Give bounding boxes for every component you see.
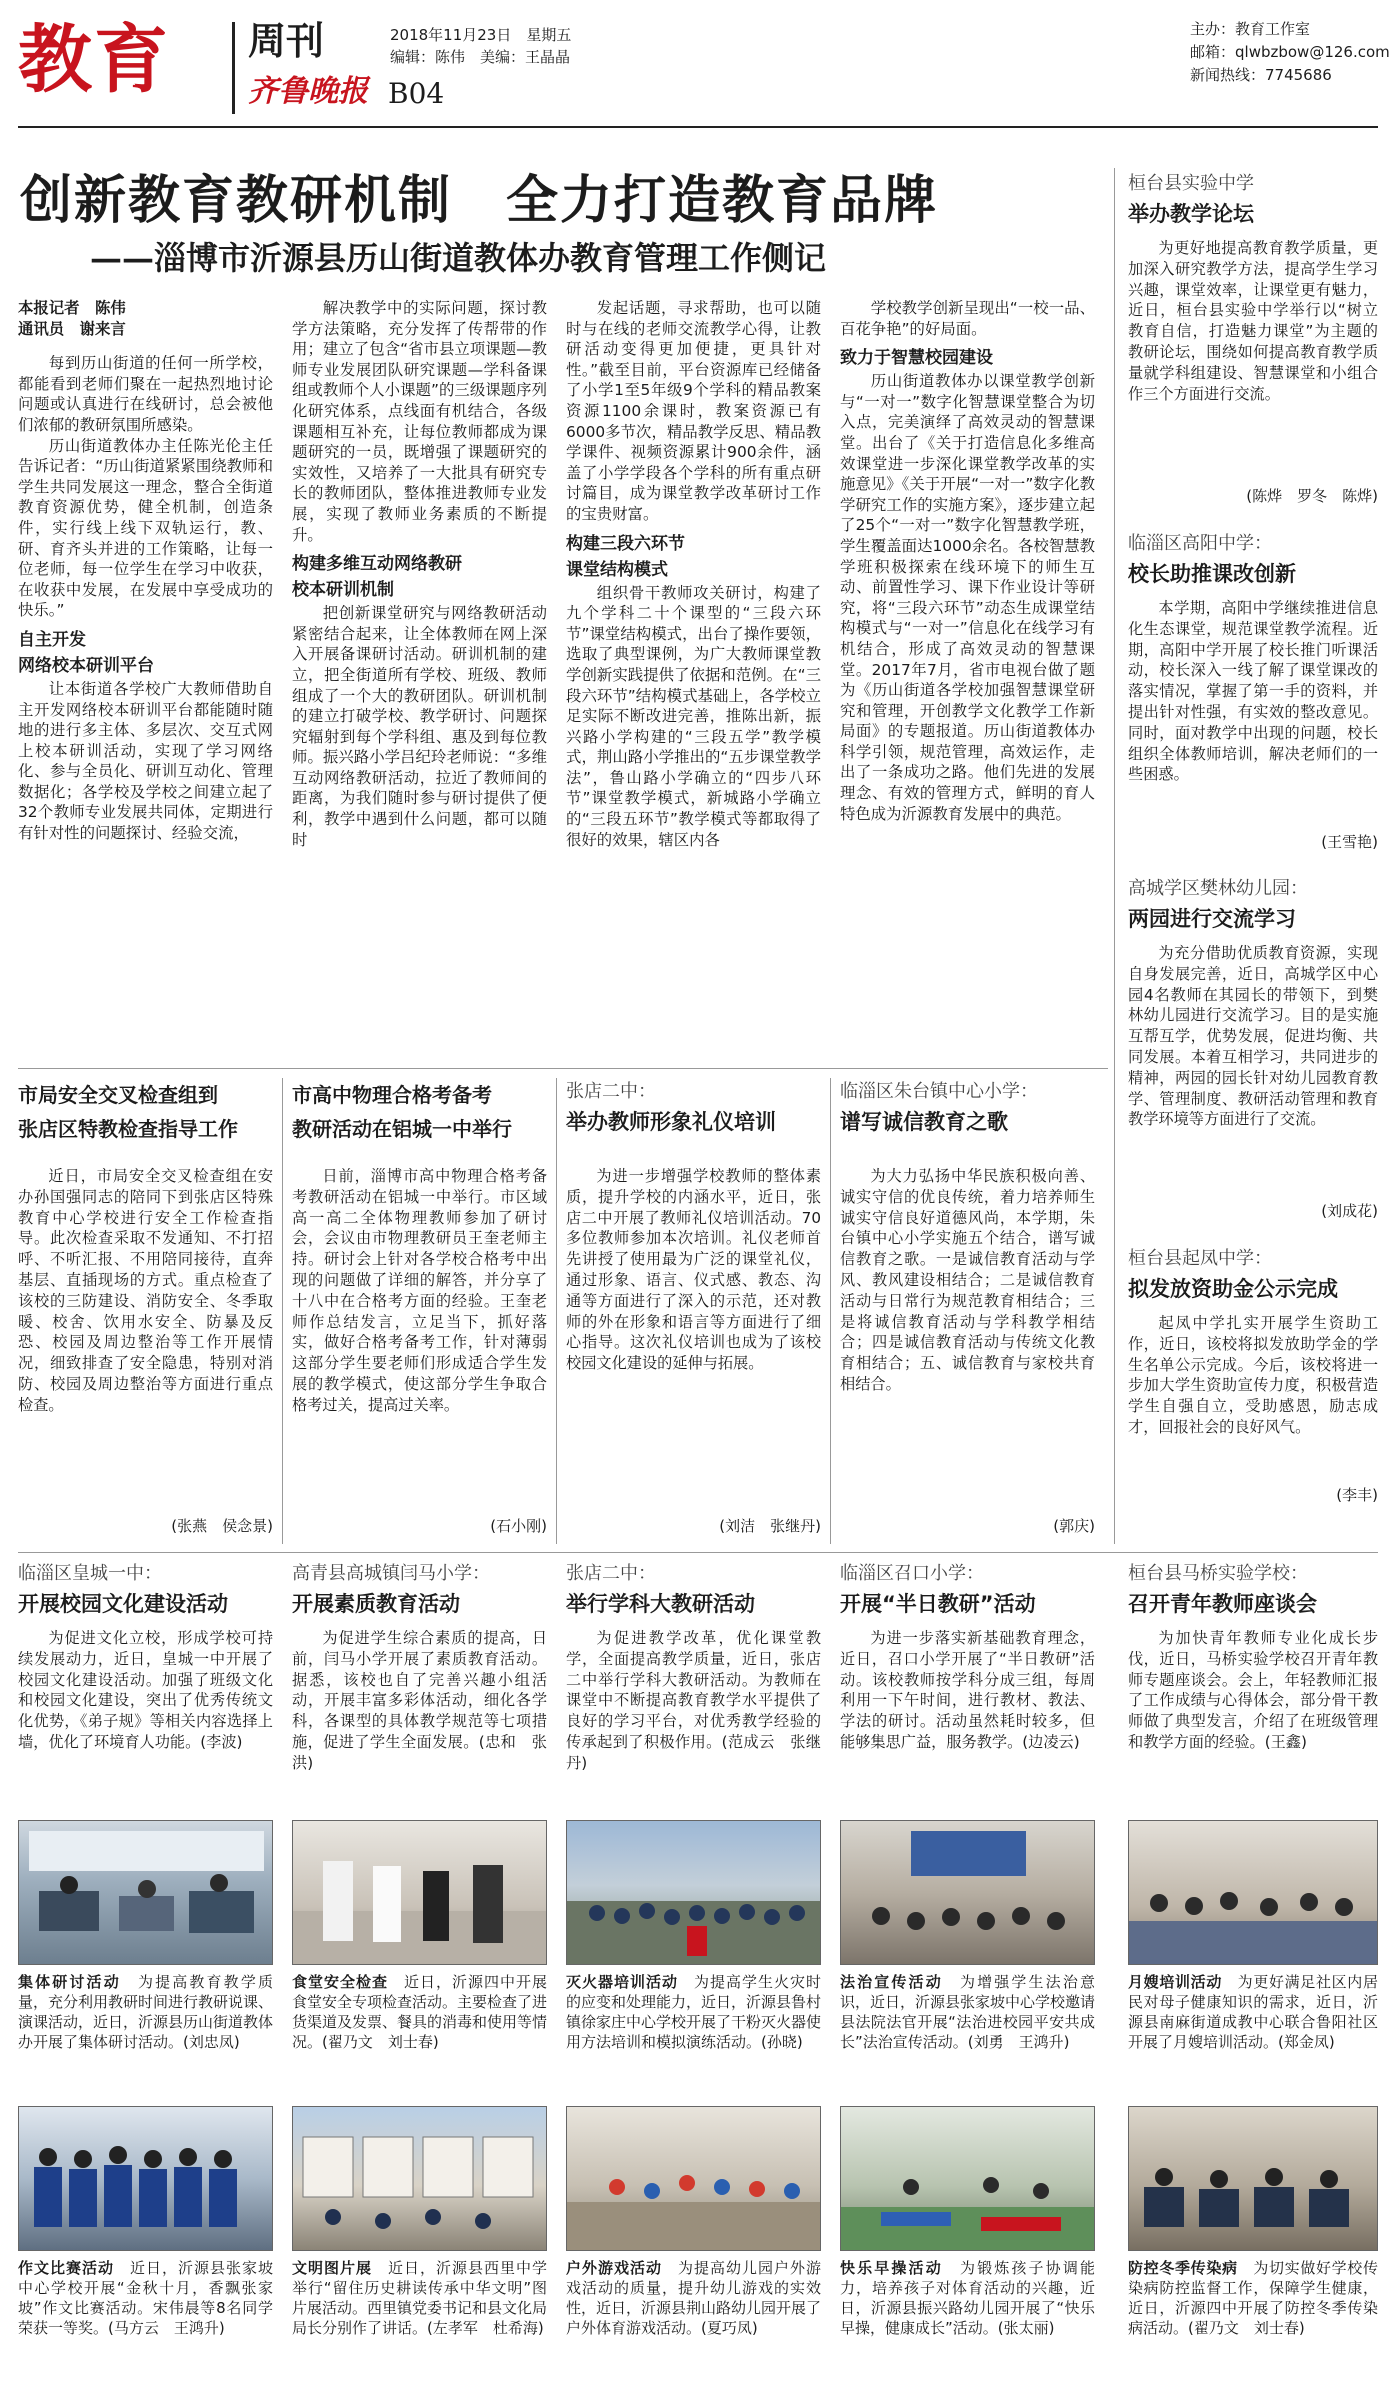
brief-body: 为促进教学改革，优化课堂教学，全面提高教学质量，近日，张店二中举行学科大教研活动。为教师在课堂中不断提高教育教学水平提供了良好的学习平台，对优秀教学经验的传承起到了积极作用。(范成云 张继丹) [566, 1629, 821, 1772]
brief-body: 日前，淄博市高中物理合格考备考教研活动在铝城一中举行。市区域高一高二全体物理教师参加了研讨会，会议由市物理教研员王奎老师主持。研讨会上针对各学校合格考中出现的问题做了详细的解答，并分享了十八中在合格考方面的经验。王奎老师作总结发言，立足当下，抓好落实，做好合格考备考工作，针对薄弱这部分学生要老师们形成适合学生发展的教学模式，使这部分学生争取合格考过关，提高过关率。 [292, 1167, 547, 1414]
brief-title: 开展素质教育活动 [292, 1592, 460, 1616]
photo-caption: 作文比赛活动 近日，沂源县张家坡中心学校开展“金秋十月，香飘张家坡”作文比赛活动。宋伟晨等8名同学荣获一等奖。(马方云 王鸿升) [18, 2259, 273, 2337]
brief-title: 开展“半日教研”活动 [840, 1592, 1036, 1616]
photo-caption: 灭火器培训活动 为提高学生火灾时的应变和处理能力，近日，沂源县鲁村镇徐家庄中心学校开展了干粉灭火器使用方法培训和模拟演练活动。(孙晓) [566, 1973, 821, 2051]
brief-item [1128, 530, 1378, 875]
photo-disease-prevention [1128, 2106, 1378, 2251]
students-photo-icon [19, 2107, 273, 2251]
contact-hotline: 新闻热线：7745686 [1190, 66, 1332, 84]
lead-paragraph: 历山街道教体办主任陈光伦主任告诉记者：“历山街道紧紧围绕教师和学生共同发展这一理念，整合全街道教育资源优势，健全机制，创造条件，实行线上线下双轨运行，教、研、育齐头并进的工作策略，让每一位老师，每一位学生在学习中收获，在收获中发展，在发展中享受成功的快乐。” [18, 436, 273, 620]
masthead-divider [232, 22, 235, 114]
brief-title: 谱写诚信教育之歌 [840, 1110, 1008, 1134]
brief-body: 为充分借助优质教育资源，实现自身发展完善，近日，高城学区中心园4名教师在其园长的带领下，到樊林幼儿园进行交流学习。目的是实施互帮互学，优势发展，促进均衡、共同发展。本着互相学习，共同进步的精神，两园的园长针对幼儿园教育教学、管理制度、教研活动管理和教育教学环境等方面进行了交流。 [1128, 944, 1378, 1129]
brief-byline: (李丰) [1336, 1486, 1378, 1504]
brief-kicker: 临淄区高阳中学： [1128, 533, 1272, 554]
brief-body: 为进一步增强学校教师的整体素质，提升学校的内涵水平，近日，张店二中开展了教师礼仪培训活动。70多位教师参加本次培训。礼仪老师首先讲授了使用最为广泛的课堂礼仪，通过形象、语言、仪式感、教态、沟通等方面进行了深入的示范，还对教师的外在形象和语言等方面进行了细心指导。这次礼仪培训也成为了该校校园文化建设的延伸与拓展。 [566, 1167, 821, 1373]
brief-item [18, 1560, 273, 1810]
brief-title: 召开青年教师座谈会 [1128, 1592, 1317, 1616]
editor-line: 编辑：陈伟 美编：王晶晶 [390, 48, 571, 66]
brief-byline: (范成云 张继丹) [566, 1732, 821, 1772]
lead-paragraph: 解决教学中的实际问题，探讨教学方法策略，充分发挥了传帮带的作用；建立了包含“省市县立项课题—教师专业发展团队研究课题—学科备课组或教师个人小课题”的三级课题序列化研究体系，点线面有机结合，各级课题相互补充，让每位教师都成为课题研究的一员，既增强了课题研究的实效性，又培养了一大批具有研究专长的教师团队，整体推进教师专业发展，实现了教师业务素质的不断提升。 [292, 299, 547, 544]
brief-byline: (王鑫) [1264, 1732, 1307, 1751]
brief-byline: (刘成花) [1321, 1202, 1378, 1220]
lead-column-2 [292, 298, 547, 1058]
brief-item [292, 1560, 547, 1810]
lead-paragraph: 历山街道教体办以课堂教学创新与“一对一”数字化智慧课堂整合为切入点，完美演绎了高效灵动的智慧课堂。出台了《关于打造信息化多维高效课堂进一步深化课堂教学改革的实施意见》《关于开展“一对一”数字化教学研究工作的实施方案》，逐步建立起了25个“一对一”数字化智慧教学班，学生覆盖面达1000余名。各校智慧教学班积极探索在线环境下的师生互动、前置性学习、课下作业设计等研究，将“三段六环节”动态生成课堂结构模式与“一对一”信息化在线学习有机结合，形成了高效灵动的智慧课堂。2017年7月，省市电视台做了题为《历山街道各学校加强智慧课堂研究和管理，开创教学文化教学工作新局面》的专题报道。历山街道教体办科学引领，规范管理，高效运作，走出了一条成功之路。他们先进的发展理念、有效的管理方式，鲜明的育人特色成为沂源教育发展中的典范。 [840, 372, 1095, 823]
caption-byline: (左孝军 杜希海) [427, 2319, 544, 2337]
brief-byline: (刘洁 张继丹) [719, 1517, 821, 1535]
photo-caption: 户外游戏活动 为提高幼儿园户外游戏活动的质量，提升幼儿游戏的实效性，近日，沂源县荆山路幼儿园开展了户外体育游戏活动。(夏巧凤) [566, 2259, 821, 2337]
brief-body: 近日，市局安全交叉检查组在安办孙国强同志的陪同下到张店区特殊教育中心学校进行安全工作检查指导。此次检查采取不发通知、不打招呼、不听汇报、不用陪同接待，直奔基层、直插现场的方式。重点检查了该校的三防建设、消防安全、冬季取暖、校舍、饮用水安全、防暴及反恐、校园及周边整治等工作开展情况，细致排查了安全隐患，特别对消防、校园及周边整治等方面进行重点检查。 [18, 1167, 273, 1414]
photo-morning-exercise [840, 2106, 1095, 2251]
brief-byline: (李波) [200, 1732, 243, 1751]
correspondent-byline: 通讯员 谢来言 [18, 319, 126, 338]
brief-byline: (张燕 侯念景) [171, 1517, 273, 1535]
brief-byline: (忠和 张洪) [292, 1732, 547, 1772]
brief-item [566, 1078, 821, 1548]
date-line: 2018年11月23日 星期五 [390, 26, 572, 44]
lead-paragraph: 发起话题，寻求帮助，也可以随时与在线的老师交流教学心得，让教研活动变得更加便捷，更具针对性。”截至目前，平台资源库已经储备了小学1至5年级9个学科的精品教案资源1100余课时，教案资源已有6000多节次，精品教学反思、精品教学课件、视频资源累计900余件，涵盖了小学学段各个学科的所有重点研讨篇目，成为课堂教学改革研讨工作的宝贵财富。 [566, 299, 821, 523]
photo-essay-contest [18, 2106, 273, 2251]
brief-kicker: 桓台县实验中学 [1128, 173, 1254, 194]
playground-photo-icon [567, 2107, 821, 2251]
photo-caption: 食堂安全检查 近日，沂源四中开展食堂安全专项检查活动。主要检查了进货渠道及发票、餐具的消毒和使用等情况。(翟乃文 刘士春) [292, 1973, 547, 2051]
lead-subheadline: ——淄博市沂源县历山街道教体办教育管理工作侧记 [90, 239, 827, 277]
brief-item [18, 1078, 273, 1548]
brief-title: 举办教学论坛 [1128, 202, 1254, 226]
photo-nanny-training [1128, 1820, 1378, 1965]
lead-paragraph: 组织骨干教师攻关研讨，构建了九个学科二十个课型的“三段六环节”课堂结构模式，出台了操作要领，选取了典型课例，为广大教师课堂教学创新实践提供了依据和范例。在“三段六环节”结构模式基础上，各学校立足实际不断改进完善，推陈出新，振兴路小学构建的“三段五学”教学模式，荆山路小学推出的“五步课堂教学法”，鲁山路小学确立的“四步八环节”课堂教学模式，新城路小学确立的“三段五环节”教学模式等都取得了很好的效果，辖区内各 [566, 583, 821, 849]
brief-title: 市局安全交叉检查组到 张店区特教检查指导工作 [18, 1083, 238, 1141]
brief-kicker: 高青县高城镇闫马小学： [292, 1563, 490, 1584]
lead-paragraph: 学校教学创新呈现出“一校一品、百花争艳”的好局面。 [840, 299, 1095, 338]
newspaper-name: 齐鲁晚报 [248, 74, 368, 109]
caption-title: 户外游戏活动 [566, 2259, 662, 2277]
reporter-byline: 本报记者 陈伟 [18, 299, 126, 317]
brief-title: 两园进行交流学习 [1128, 907, 1296, 931]
brief-kicker: 高城学区樊林幼儿园： [1128, 878, 1308, 899]
right-briefs [1128, 170, 1378, 1540]
photo-caption: 集体研讨活动 为提高教育教学质量，充分利用教研时间进行教研说课、演课活动，近日，沂源县历山街道教体办开展了集体研讨活动。(刘忠凤) [18, 1973, 273, 2051]
section-title: 教育 [18, 17, 170, 103]
caption-byline: (马方云 王鸿升) [108, 2319, 225, 2337]
photo-fire-drill [566, 1820, 821, 1965]
photo-caption: 月嫂培训活动 为更好满足社区内居民对母子健康知识的需求，近日，沂源县南麻街道成教中心联合鲁阳社区开展了月嫂培训活动。(郑金凤) [1128, 1973, 1378, 2051]
brief-byline: (陈烨 罗冬 陈烨) [1246, 487, 1378, 505]
lead-column-3 [566, 298, 821, 1058]
photo-collective-study [18, 1820, 273, 1965]
photo-civilization-exhibit [292, 2106, 547, 2251]
photo-caption: 文明图片展 近日，沂源县西里中学举行“留住历史耕读传承中华文明”图片展活动。西里镇党委书记和县文化局局长分别作了讲话。(左孝军 杜希海) [292, 2259, 547, 2337]
lead-paragraph: 把创新课堂研究与网络教研活动紧密结合起来，让全体教师在网上深入开展备课研讨活动。研训机制的建立，把全街道所有学校、班级、教师组成了一个大的教研团队。研训机制的建立打破学校、教学研讨、问题探究辐射到每个学科组、惠及到每位教师。振兴路小学吕纪玲老师说：“多维互动网络教研活动，拉近了教师间的距离，为我们随时参与研讨提供了便利，教学中遇到什么问题，都可以随时 [292, 604, 547, 849]
contact-block [1190, 18, 1390, 87]
brief-title: 市高中物理合格考备考 教研活动在铝城一中举行 [292, 1083, 512, 1141]
brief-item [292, 1078, 547, 1548]
brief-body: 为大力弘扬中华民族积极向善、诚实守信的优良传统，着力培养师生诚实守信良好道德风尚，本学期，朱台镇中心小学实施五个结合，谱写诚信教育之歌。一是诚信教育活动与学风、教风建设相结合；二是诚信教育活动与日常行为规范教育相结合；三是将诚信教育活动与学科教学相结合；四是诚信教育活动与传统文化教育相结合；五、诚信教育与家校共育相结合。 [840, 1167, 1095, 1393]
caption-byline: (刘勇 王鸿升) [967, 2033, 1070, 2051]
lead-column-4 [840, 298, 1095, 1058]
photo-caption: 法治宣传活动 为增强学生法治意识，近日，沂源县张家坡中心学校邀请县法院法官开展“法治进校园平安共成长”法治宣传活动。(刘勇 王鸿升) [840, 1973, 1095, 2051]
caption-byline: (孙晓) [761, 2033, 803, 2051]
right-column-separator [1114, 168, 1115, 1544]
caption-byline: (张太丽) [997, 2319, 1055, 2337]
meeting-photo-icon [1129, 1821, 1378, 1965]
section-heading: 构建多维互动网络教研 校本研训机制 [292, 554, 462, 601]
brief-byline: (边凌云) [1022, 1732, 1080, 1751]
brief-byline: (郭庆) [1053, 1517, 1095, 1535]
brief-title: 举办教师形象礼仪培训 [566, 1110, 776, 1134]
kitchen-photo-icon [293, 1821, 547, 1965]
caption-title: 集体研讨活动 [18, 1973, 121, 1991]
caption-byline: (夏巧凤) [701, 2319, 758, 2337]
masthead-rule [18, 126, 1378, 128]
page-number: B04 [388, 77, 445, 110]
column-separator [830, 1078, 831, 1544]
lecture-photo-icon [841, 1821, 1095, 1965]
caption-title: 法治宣传活动 [840, 1973, 943, 1991]
row-divider [18, 1068, 1108, 1069]
column-separator [282, 1078, 283, 1544]
brief-kicker: 张店二中： [566, 1081, 656, 1102]
brief-title: 校长助推课改创新 [1128, 562, 1296, 586]
brief-item [840, 1560, 1095, 1810]
crowd-photo-icon [567, 1821, 821, 1965]
brief-title: 开展校园文化建设活动 [18, 1592, 228, 1616]
photo-caption: 防控冬季传染病 为切实做好学校传染病防控监督工作，保障学生健康，近日，沂源四中开展了防控冬季传染病活动。(翟乃文 刘士春) [1128, 2259, 1378, 2337]
caption-title: 食堂安全检查 [292, 1973, 388, 1991]
caption-byline: (翟乃文 刘士春) [322, 2033, 439, 2051]
lead-paragraph: 让本街道各学校广大教师借助自主开发网络校本研训平台都能随时随地的进行多主体、多层次、交互式网上校本研训活动，实现了学习网络化、参与全员化、研训互动化、管理数据化；各学校及学校之间建立起了32个教师专业发展共同体，定期进行有针对性的问题探讨、经验交流， [18, 679, 273, 843]
brief-title: 举行学科大教研活动 [566, 1592, 755, 1616]
column-separator [556, 1078, 557, 1544]
caption-title: 月嫂培训活动 [1128, 1973, 1222, 1991]
brief-item [1128, 875, 1378, 1245]
photo-outdoor-games [566, 2106, 821, 2251]
brief-title: 拟发放资助金公示完成 [1128, 1277, 1338, 1301]
exercise-photo-icon [841, 2107, 1095, 2251]
brief-kicker: 临淄区皇城一中： [18, 1563, 162, 1584]
caption-title: 快乐早操活动 [840, 2259, 943, 2277]
brief-item [1128, 170, 1378, 530]
caption-title: 作文比赛活动 [18, 2259, 114, 2277]
brief-kicker: 桓台县起凤中学： [1128, 1248, 1272, 1269]
photo-canteen-check [292, 1820, 547, 1965]
lead-headline: 创新教育教研机制 全力打造教育品牌 [20, 170, 939, 231]
weekly-label: 周刊 [248, 19, 325, 63]
caption-title: 灭火器培训活动 [566, 1973, 678, 1991]
brief-item [840, 1078, 1095, 1548]
row-divider [18, 1552, 1378, 1553]
class-photo-icon [1129, 2107, 1378, 2251]
caption-title: 防控冬季传染病 [1128, 2259, 1238, 2277]
brief-kicker: 临淄区朱台镇中心小学： [840, 1081, 1038, 1102]
brief-body: 本学期，高阳中学继续推进信息化生态课堂，规范课堂教学流程。近期，高阳中学开展了校长推门听课活动，校长深入一线了解了课堂课改的落实情况，掌握了第一手的资料，并提出针对性强，有实效的整改意见。同时，面对教学中出现的问题，校长组织全体教师培训，解决老师们的一些困惑。 [1128, 599, 1378, 784]
brief-kicker: 桓台县马桥实验学校： [1128, 1563, 1308, 1584]
caption-byline: (郑金凤) [1278, 2033, 1335, 2051]
caption-title: 文明图片展 [292, 2259, 372, 2277]
brief-body: 为促进学生综合素质的提高，日前，闫马小学开展了素质教育活动。据悉，该校也自了完善兴趣小组活动，开展丰富多彩体活动，细化各学科，各课型的具体教学规范等七项措施，促进了学生全面发展。(忠和 张洪) [292, 1629, 547, 1772]
brief-kicker: 张店二中： [566, 1563, 656, 1584]
caption-byline: (刘忠凤) [183, 2033, 240, 2051]
brief-body: 为加快青年教师专业化成长步伐，近日，马桥实验学校召开青年教师专题座谈会。会上，年轻教师汇报了工作成绩与心得体会，部分骨干教师做了典型发言，介绍了在班级管理和教学方面的经验。(王鑫) [1128, 1629, 1378, 1751]
caption-byline: (翟乃文 刘士春) [1188, 2319, 1305, 2337]
brief-kicker: 临淄区召口小学： [840, 1563, 984, 1584]
section-heading: 致力于智慧校园建设 [840, 348, 993, 369]
brief-item [1128, 1245, 1378, 1535]
brief-byline: (王雪艳) [1321, 833, 1378, 851]
brief-item [566, 1560, 821, 1810]
lead-column-1 [18, 298, 273, 1058]
photo-law-class [840, 1820, 1095, 1965]
section-heading: 自主开发 [18, 629, 86, 650]
contact-email: 邮箱：qlwbzbow@126.com [1190, 43, 1390, 61]
section-heading: 网络校本研训平台 [18, 655, 154, 676]
brief-body: 为更好地提高教育教学质量，更加深入研究教学方法，提高学生学习兴趣，课堂效率，让课堂更有魅力，近日，桓台县实验中学举行以“树立教育自信，打造魅力课堂”为主题的教研论坛，围绕如何提高教育教学质量就学科组建设、智慧课堂和小组合作三个方面进行交流。 [1128, 239, 1378, 403]
contact-host: 主办：教育工作室 [1190, 20, 1311, 38]
brief-item [1128, 1560, 1378, 1810]
lead-paragraph: 每到历山街道的任何一所学校，都能看到老师们聚在一起热烈地讨论问题或认真进行在线研讨，总会被他们浓郁的教研氛围所感染。 [18, 354, 273, 434]
photo-caption: 快乐早操活动 为锻炼孩子协调能力，培养孩子对体育活动的兴趣，近日，沂源县振兴路幼儿园开展了“快乐早操，健康成长”活动。(张太丽) [840, 2259, 1095, 2337]
brief-body: 为进一步落实新基础教育理念，近日，召口小学开展了“半日教研”活动。该校教师按学科分成三组，每周利用一下午时间，进行教材、教法、学法的研讨。活动虽然耗时较多，但能够集思广益，服务教学。(边凌云) [840, 1629, 1095, 1751]
brief-byline: (石小刚) [490, 1517, 547, 1535]
section-heading: 构建三段六环节 课堂结构模式 [566, 533, 685, 580]
exhibition-photo-icon [293, 2107, 547, 2251]
brief-body: 起凤中学扎实开展学生资助工作，近日，该校将拟发放助学金的学生名单公示完成。今后，该校将进一步加大学生资助宣传力度，积极营造学生自强自立，受助感恩，励志成才，回报社会的良好风气。 [1128, 1314, 1378, 1436]
brief-body: 为促进文化立校，形成学校可持续发展动力，近日，皇城一中开展了校园文化建设活动。加强了班级文化和校园文化建设，突出了优秀传统文化优势，《弟子规》等相关内容选择上墙，优化了环境育人功能。(李波) [18, 1629, 273, 1751]
classroom-photo-icon [19, 1821, 273, 1965]
